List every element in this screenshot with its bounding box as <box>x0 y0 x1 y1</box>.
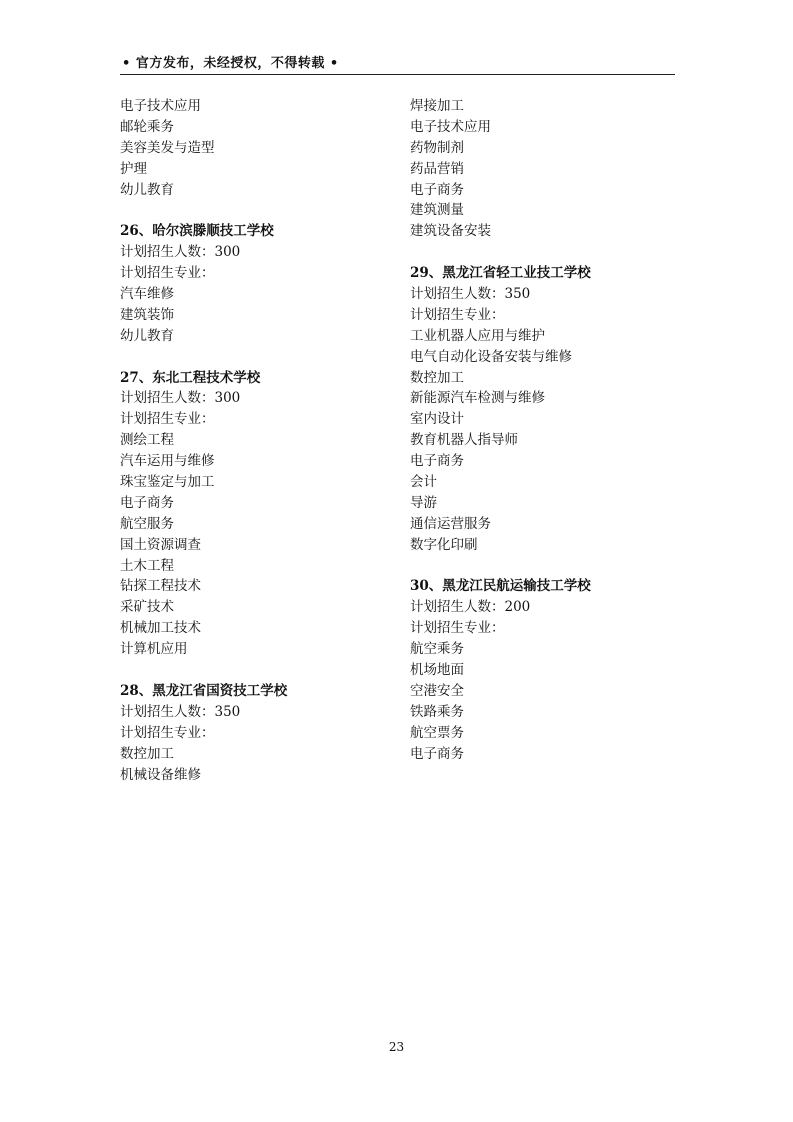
major-item: 通信运营服务 <box>410 515 491 532</box>
major-item: 工业机器人应用与维护 <box>410 327 545 344</box>
major-item: 钻探工程技术 <box>120 578 201 595</box>
major-item: 药品营销 <box>410 160 464 177</box>
major-item: 数控加工 <box>410 369 464 386</box>
major-item: 机场地面 <box>410 662 464 679</box>
major-item: 幼儿教育 <box>120 181 174 198</box>
major-item: 土木工程 <box>120 557 174 574</box>
enrollment-count: 计划招生人数：300 <box>120 244 241 261</box>
major-item: 铁路乘务 <box>410 703 464 720</box>
spacer <box>410 556 680 577</box>
majors-label: 计划招生专业： <box>410 620 505 637</box>
school-title-27: 27、东北工程技术学校 <box>120 369 261 386</box>
major-item: 电气自动化设备安装与维修 <box>410 348 572 365</box>
major-item: 航空乘务 <box>410 641 464 658</box>
enrollment-count: 计划招生人数：200 <box>410 599 531 616</box>
majors-label: 计划招生专业： <box>120 724 215 741</box>
enrollment-count: 计划招生人数：350 <box>120 703 241 720</box>
spacer <box>120 347 390 368</box>
school-title-30: 30、黑龙江民航运输技工学校 <box>410 578 591 595</box>
major-item: 室内设计 <box>410 411 464 428</box>
enrollment-count: 计划招生人数：350 <box>410 286 531 303</box>
major-item: 美容美发与造型 <box>120 139 215 156</box>
major-item: 国土资源调查 <box>120 536 201 553</box>
page-number: 23 <box>388 1040 405 1054</box>
major-item: 建筑装饰 <box>120 306 174 323</box>
major-item: 计算机应用 <box>120 641 188 658</box>
major-item: 建筑设备安装 <box>410 223 491 240</box>
major-item: 汽车维修 <box>120 286 174 303</box>
left-column <box>120 96 390 785</box>
major-item: 机械设备维修 <box>120 766 201 783</box>
majors-label: 计划招生专业： <box>120 265 215 282</box>
major-item: 建筑测量 <box>410 202 464 219</box>
major-item: 电子商务 <box>410 181 464 198</box>
major-item: 邮轮乘务 <box>120 118 174 135</box>
school-title-29: 29、黑龙江省轻工业技工学校 <box>410 265 591 282</box>
major-item: 数字化印刷 <box>410 536 478 553</box>
major-item: 航空服务 <box>120 515 174 532</box>
major-item: 航空票务 <box>410 724 464 741</box>
spacer <box>410 242 680 263</box>
major-item: 汽车运用与维修 <box>120 453 215 470</box>
spacer <box>120 200 390 221</box>
major-item: 护理 <box>120 160 147 177</box>
major-item: 焊接加工 <box>410 98 464 114</box>
right-column <box>410 96 680 765</box>
major-item: 空港安全 <box>410 682 464 699</box>
major-item: 会计 <box>410 474 437 491</box>
major-item: 测绘工程 <box>120 432 174 449</box>
major-item: 幼儿教育 <box>120 327 174 344</box>
spacer <box>120 660 390 681</box>
majors-label: 计划招生专业： <box>410 306 505 323</box>
major-item: 教育机器人指导师 <box>410 432 518 449</box>
page-header <box>120 56 675 75</box>
major-item: 采矿技术 <box>120 599 174 616</box>
major-item: 电子商务 <box>120 494 174 511</box>
major-item: 电子技术应用 <box>120 98 201 114</box>
majors-label: 计划招生专业： <box>120 411 215 428</box>
school-title-28: 28、黑龙江省国资技工学校 <box>120 682 288 699</box>
major-item: 药物制剂 <box>410 139 464 156</box>
enrollment-count: 计划招生人数：300 <box>120 390 241 407</box>
major-item: 机械加工技术 <box>120 620 201 637</box>
header-notice: • 官方发布，未经授权，不得转载 • <box>122 56 339 71</box>
major-item: 电子技术应用 <box>410 118 491 135</box>
major-item: 电子商务 <box>410 453 464 470</box>
major-item: 电子商务 <box>410 745 464 762</box>
major-item: 导游 <box>410 494 437 511</box>
major-item: 珠宝鉴定与加工 <box>120 474 215 491</box>
major-item: 数控加工 <box>120 745 174 762</box>
school-title-26: 26、哈尔滨滕顺技工学校 <box>120 223 274 240</box>
major-item: 新能源汽车检测与维修 <box>410 390 545 407</box>
